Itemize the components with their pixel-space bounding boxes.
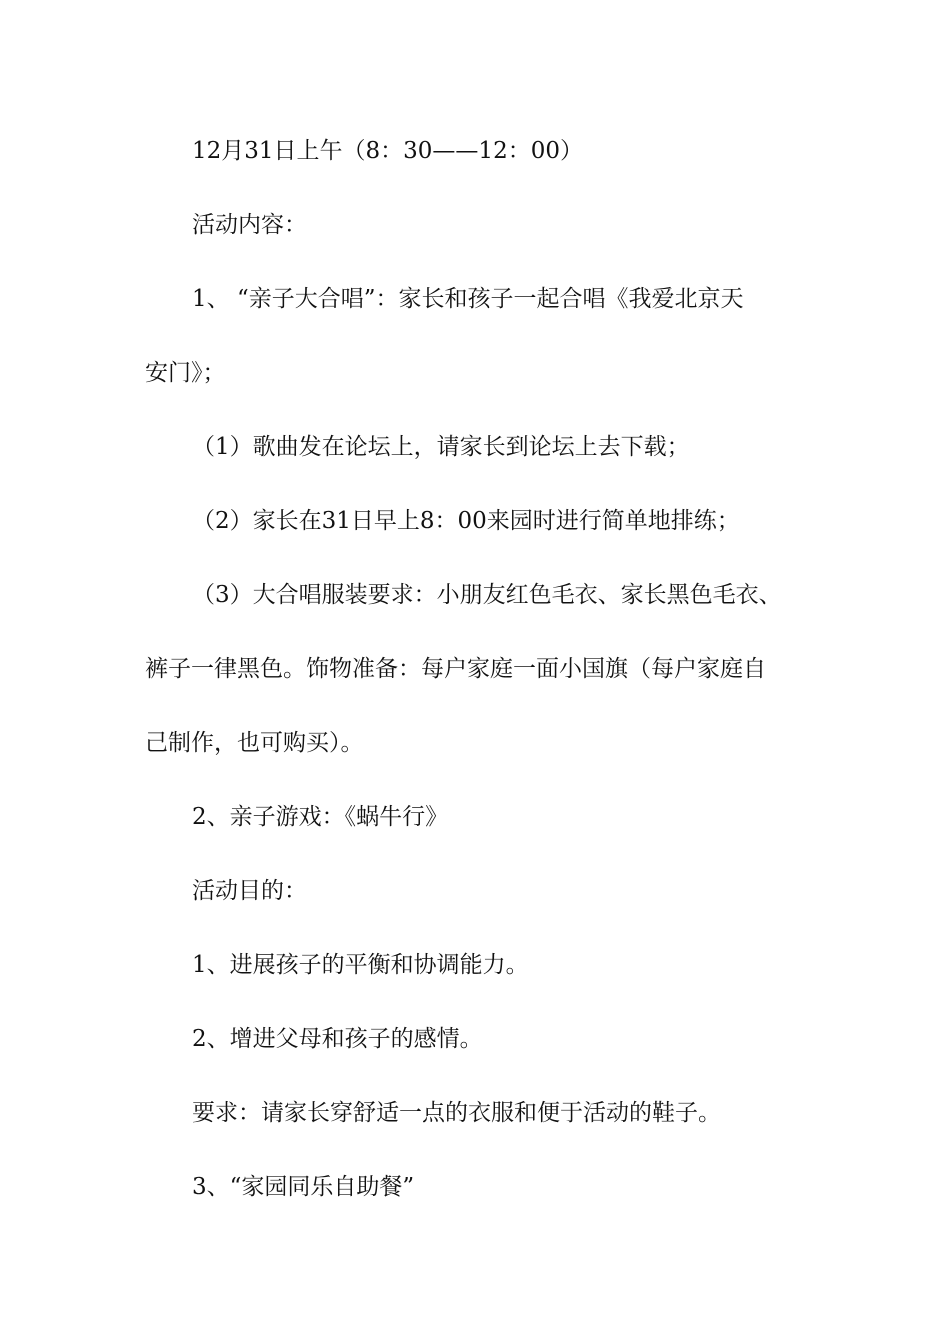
text-line-subitem-2: （2）家长在31日早上8：00来园时进行简单地排练； [192,508,740,534]
text-line-activity-goal-heading: 活动目的： [192,878,307,904]
text-line-goal-1: 1、进展孩子的平衡和协调能力。 [192,952,529,978]
text-line-subitem-1: （1）歌曲发在论坛上，请家长到论坛上去下载； [192,434,690,460]
text-line-item-3: 3、“家园同乐自助餐” [192,1174,415,1200]
text-line-subitem-3-continued: 裤子一律黑色。饰物准备：每户家庭一面小国旗（每户家庭自 [145,656,766,682]
text-line-subitem-3: （3）大合唱服装要求：小朋友红色毛衣、家长黑色毛衣、 [192,582,782,608]
text-line-item-2: 2、亲子游戏：《蜗牛行》 [192,804,449,830]
text-line-item-1: 1、 “亲子大合唱”：家长和孩子一起合唱《我爱北京天 [192,286,744,312]
text-line-item-1-continued: 安门》； [145,360,226,386]
text-line-subitem-3-end: 己制作，也可购买）。 [145,730,364,756]
text-line-activity-content-heading: 活动内容： [192,212,307,238]
text-line-date: 12月31日上午（8：30——12：00） [192,138,583,164]
text-line-goal-2: 2、增进父母和孩子的感情。 [192,1026,483,1052]
text-line-requirements: 要求：请家长穿舒适一点的衣服和便于活动的鞋子。 [192,1100,721,1126]
